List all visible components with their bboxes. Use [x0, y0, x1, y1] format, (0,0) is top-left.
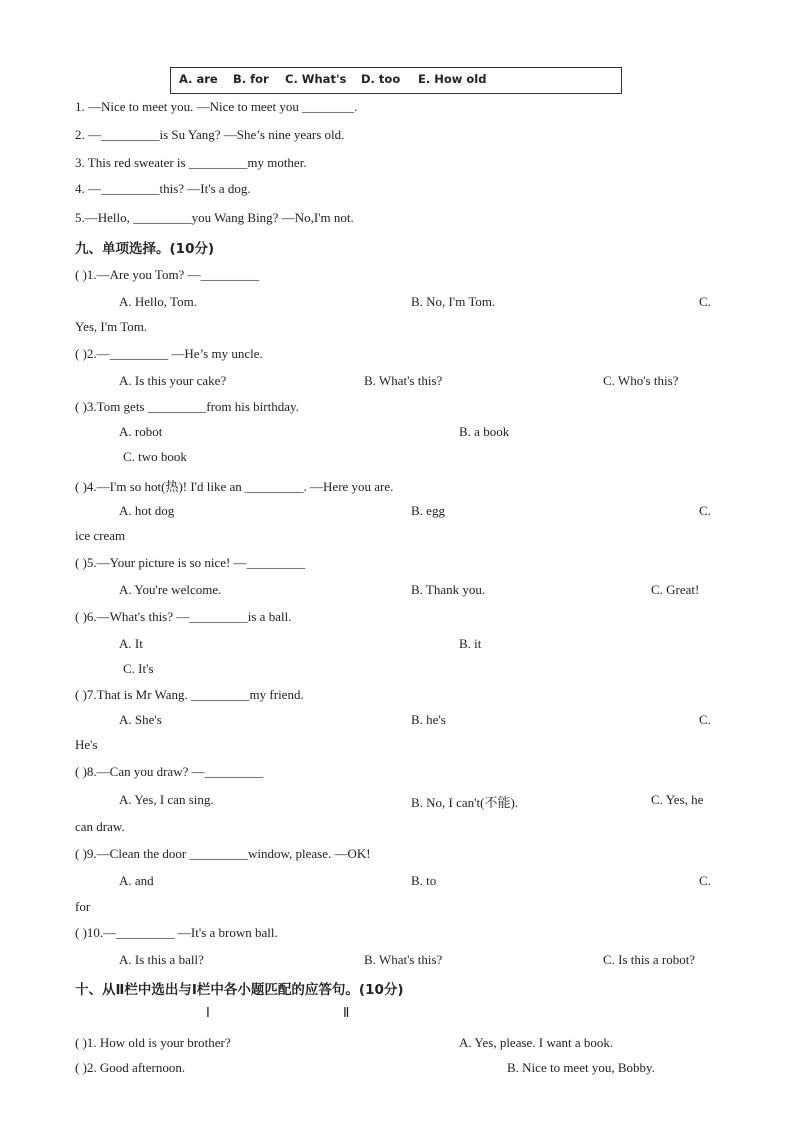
- match-question-2: ( )2. Good afternoon.: [75, 1060, 186, 1075]
- q6-option-b: B. it: [459, 636, 482, 651]
- fill-blank-4: 4. —_________this? —It's a dog.: [75, 181, 251, 196]
- fill-blank-1: 1. —Nice to meet you. —Nice to meet you ________.: [75, 99, 358, 114]
- fill-blank-2: 2. —_________is Su Yang? —She’s nine years old.: [75, 127, 345, 142]
- q9-option-a: A. and: [119, 873, 154, 888]
- q8-question: ( )8.—Can you draw? —_________: [75, 764, 264, 779]
- section-10-heading: 十、从Ⅱ栏中选出与Ⅰ栏中各小题匹配的应答句。(10分): [75, 982, 404, 998]
- q5-option-b: B. Thank you.: [411, 582, 486, 597]
- q9-option-c-lead: C.: [699, 873, 711, 888]
- column-1-header: Ⅰ: [206, 1006, 210, 1021]
- q4-option-c-tail: ice cream: [75, 528, 126, 543]
- match-answer-b: B. Nice to meet you, Bobby.: [507, 1060, 655, 1075]
- word-option-c: C. What's: [285, 72, 347, 86]
- match-answer-a: A. Yes, please. I want a book.: [459, 1035, 614, 1050]
- word-bank-box: [170, 67, 622, 94]
- q1-option-b: B. No, I'm Tom.: [411, 294, 496, 309]
- q2-question: ( )2.—_________ —He’s my uncle.: [75, 346, 263, 361]
- q4-option-a: A. hot dog: [119, 503, 175, 518]
- q7-option-c-tail: He's: [75, 737, 98, 752]
- q10-option-b: B. What's this?: [364, 952, 443, 967]
- q1-option-c-tail: Yes, I'm Tom.: [75, 319, 148, 334]
- q1-option-c-lead: C.: [699, 294, 711, 309]
- q2-option-b: B. What's this?: [364, 373, 443, 388]
- q8-option-c-tail: can draw.: [75, 819, 125, 834]
- q8-option-b: B. No, I can't(不能).: [411, 795, 519, 810]
- q1-option-a: A. Hello, Tom.: [119, 294, 197, 309]
- word-option-e: E. How old: [418, 72, 487, 86]
- q5-question: ( )5.—Your picture is so nice! —_________: [75, 555, 306, 570]
- word-option-a: A. are: [179, 72, 218, 86]
- q10-question: ( )10.—_________ —It's a brown ball.: [75, 925, 278, 940]
- q6-option-a: A. It: [119, 636, 143, 651]
- column-2-header: Ⅱ: [343, 1006, 350, 1021]
- q3-option-c: C. two book: [123, 449, 187, 464]
- q4-question: ( )4.—I'm so hot(热)! I'd like an _________. —Here you are.: [75, 479, 394, 494]
- q7-option-b: B. he's: [411, 712, 446, 727]
- word-option-b: B. for: [233, 72, 269, 86]
- q4-option-b: B. egg: [411, 503, 445, 518]
- q9-question: ( )9.—Clean the door _________window, please. —OK!: [75, 846, 371, 861]
- q1-question: ( )1.—Are you Tom? —_________: [75, 267, 260, 282]
- section-9-heading: 九、单项选择。(10分): [75, 241, 215, 257]
- q2-option-c: C. Who's this?: [603, 373, 679, 388]
- q3-question: ( )3.Tom gets _________from his birthday.: [75, 399, 299, 414]
- match-question-1: ( )1. How old is your brother?: [75, 1035, 231, 1050]
- q5-option-c: C. Great!: [651, 582, 700, 597]
- q9-option-c-tail: for: [75, 899, 91, 914]
- q6-question: ( )6.—What's this? —_________is a ball.: [75, 609, 292, 624]
- q4-option-c-lead: C.: [699, 503, 711, 518]
- q5-option-a: A. You're welcome.: [119, 582, 222, 597]
- fill-blank-3: 3. This red sweater is _________my mother.: [75, 155, 307, 170]
- word-option-d: D. too: [361, 72, 401, 86]
- q8-option-a: A. Yes, I can sing.: [119, 792, 214, 807]
- q7-question: ( )7.That is Mr Wang. _________my friend.: [75, 687, 304, 702]
- q3-option-a: A. robot: [119, 424, 163, 439]
- q7-option-c-lead: C.: [699, 712, 711, 727]
- q10-option-a: A. Is this a ball?: [119, 952, 204, 967]
- q7-option-a: A. She's: [119, 712, 162, 727]
- fill-blank-5: 5.—Hello, _________you Wang Bing? —No,I'm not.: [75, 210, 354, 225]
- q6-option-c: C. It's: [123, 661, 154, 676]
- q9-option-b: B. to: [411, 873, 437, 888]
- q8-option-c-lead: C. Yes, he: [651, 792, 704, 807]
- q3-option-b: B. a book: [459, 424, 510, 439]
- q10-option-c: C. Is this a robot?: [603, 952, 696, 967]
- q2-option-a: A. Is this your cake?: [119, 373, 227, 388]
